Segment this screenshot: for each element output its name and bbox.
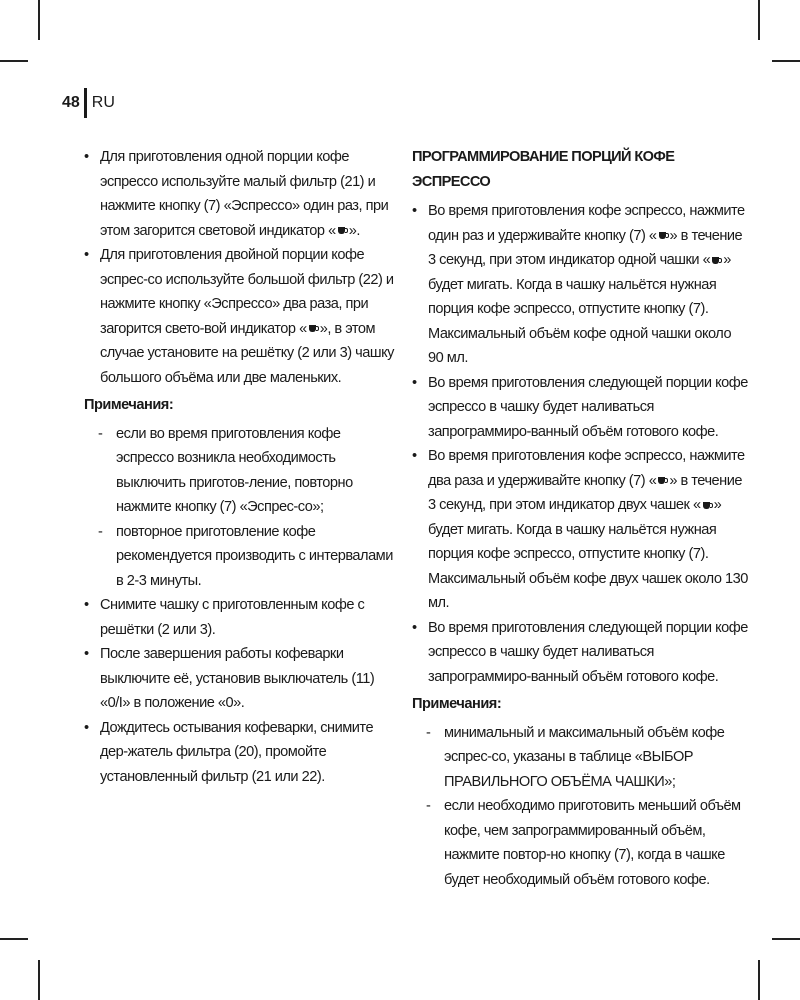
list-item: • Во время приготовления кофе эспрессо, нажмите один раз и удерживайте кнопку (7) « » в течение 3 секунд, при этом индикатор одной чашки « » будет мигать. Когда в чашку нальётся нужная порция кофе эспрессо, отпустите кнопку (7). Максимальный объём кофе одной чашки около 90 мл. — [412, 199, 748, 371]
crop-mark — [758, 960, 760, 1000]
list-item: • Во время приготовления следующей порции кофе эспрессо в чашку будет наливаться запрограммиро-ванный объём готового кофе. — [412, 371, 748, 445]
list-item: • Дождитесь остывания кофеварки, снимите дер-жатель фильтра (20), промойте установленный фильтр (21 или 22). — [84, 716, 394, 790]
espresso-cup-icon — [657, 476, 668, 485]
crop-mark — [772, 938, 800, 940]
list-item: • Для приготовления одной порции кофе эспрессо используйте малый фильтр (21) и нажмите кнопку (7) «Эспрессо» один раз, при этом загорится световой индикатор « ». — [84, 145, 394, 243]
espresso-cup-icon — [658, 231, 669, 240]
left-column — [84, 145, 394, 789]
espresso-cup-icon — [308, 324, 319, 333]
espresso-cup-icon — [337, 226, 348, 235]
list-item: • Снимите чашку с приготовленным кофе с решётки (2 или 3). — [84, 593, 394, 642]
crop-mark — [758, 0, 760, 40]
list-item: • После завершения работы кофеварки выключите её, установив выключатель (11) «0/I» в положение «0». — [84, 642, 394, 716]
note-item: - если необходимо приготовить меньший объём кофе, чем запрограммированный объём, нажмите повтор-но кнопку (7), когда в чашке будет необходимый объём готового кофе. — [412, 794, 748, 892]
crop-mark — [0, 60, 28, 62]
note-item: - если во время приготовления кофе эспрессо возникла необходимость выключить приготов-ление, повторно нажмите кнопку (7) «Эспрес-со»; — [84, 422, 394, 520]
page-header — [62, 86, 115, 120]
crop-mark — [38, 0, 40, 40]
note-item: - минимальный и максимальный объём кофе эспрес-со, указаны в таблице «ВЫБОР ПРАВИЛЬНОГО ОБЪЁМА ЧАШКИ»; — [412, 721, 748, 795]
crop-mark — [38, 960, 40, 1000]
notes-label: Примечания: — [84, 397, 174, 413]
language-label: RU — [91, 94, 115, 111]
section-title: ПРОГРАММИРОВАНИЕ ПОРЦИЙ КОФЕ ЭСПРЕССО — [412, 149, 675, 190]
list-item: • Во время приготовления кофе эспрессо, нажмите два раза и удерживайте кнопку (7) « » в течение 3 секунд, при этом индикатор двух чашек « » будет мигать. Когда в чашку нальётся нужная порция кофе эспрессо, отпустите кнопку (7). Максимальный объём кофе двух чашек около 130 мл. — [412, 444, 748, 616]
page-number: 48 — [62, 94, 80, 111]
header-divider — [84, 88, 87, 118]
espresso-cup-icon — [702, 501, 713, 510]
crop-mark — [0, 938, 28, 940]
list-item: • Для приготовления двойной порции кофе эспрес-со используйте большой фильтр (22) и нажмите кнопку «Эспрессо» два раза, при загорится свето-вой индикатор « », в этом случае установите на решётку (2 или 3) чашку большого объёма или две маленьких. — [84, 243, 394, 390]
right-column — [412, 145, 748, 892]
notes-label: Примечания: — [412, 696, 502, 712]
espresso-cup-icon — [711, 256, 722, 265]
note-item: - повторное приготовление кофе рекомендуется производить с интервалами в 2-3 минуты. — [84, 520, 394, 594]
list-item: • Во время приготовления следующей порции кофе эспрессо в чашку будет наливаться запрограммиро-ванный объём готового кофе. — [412, 616, 748, 690]
crop-mark — [772, 60, 800, 62]
